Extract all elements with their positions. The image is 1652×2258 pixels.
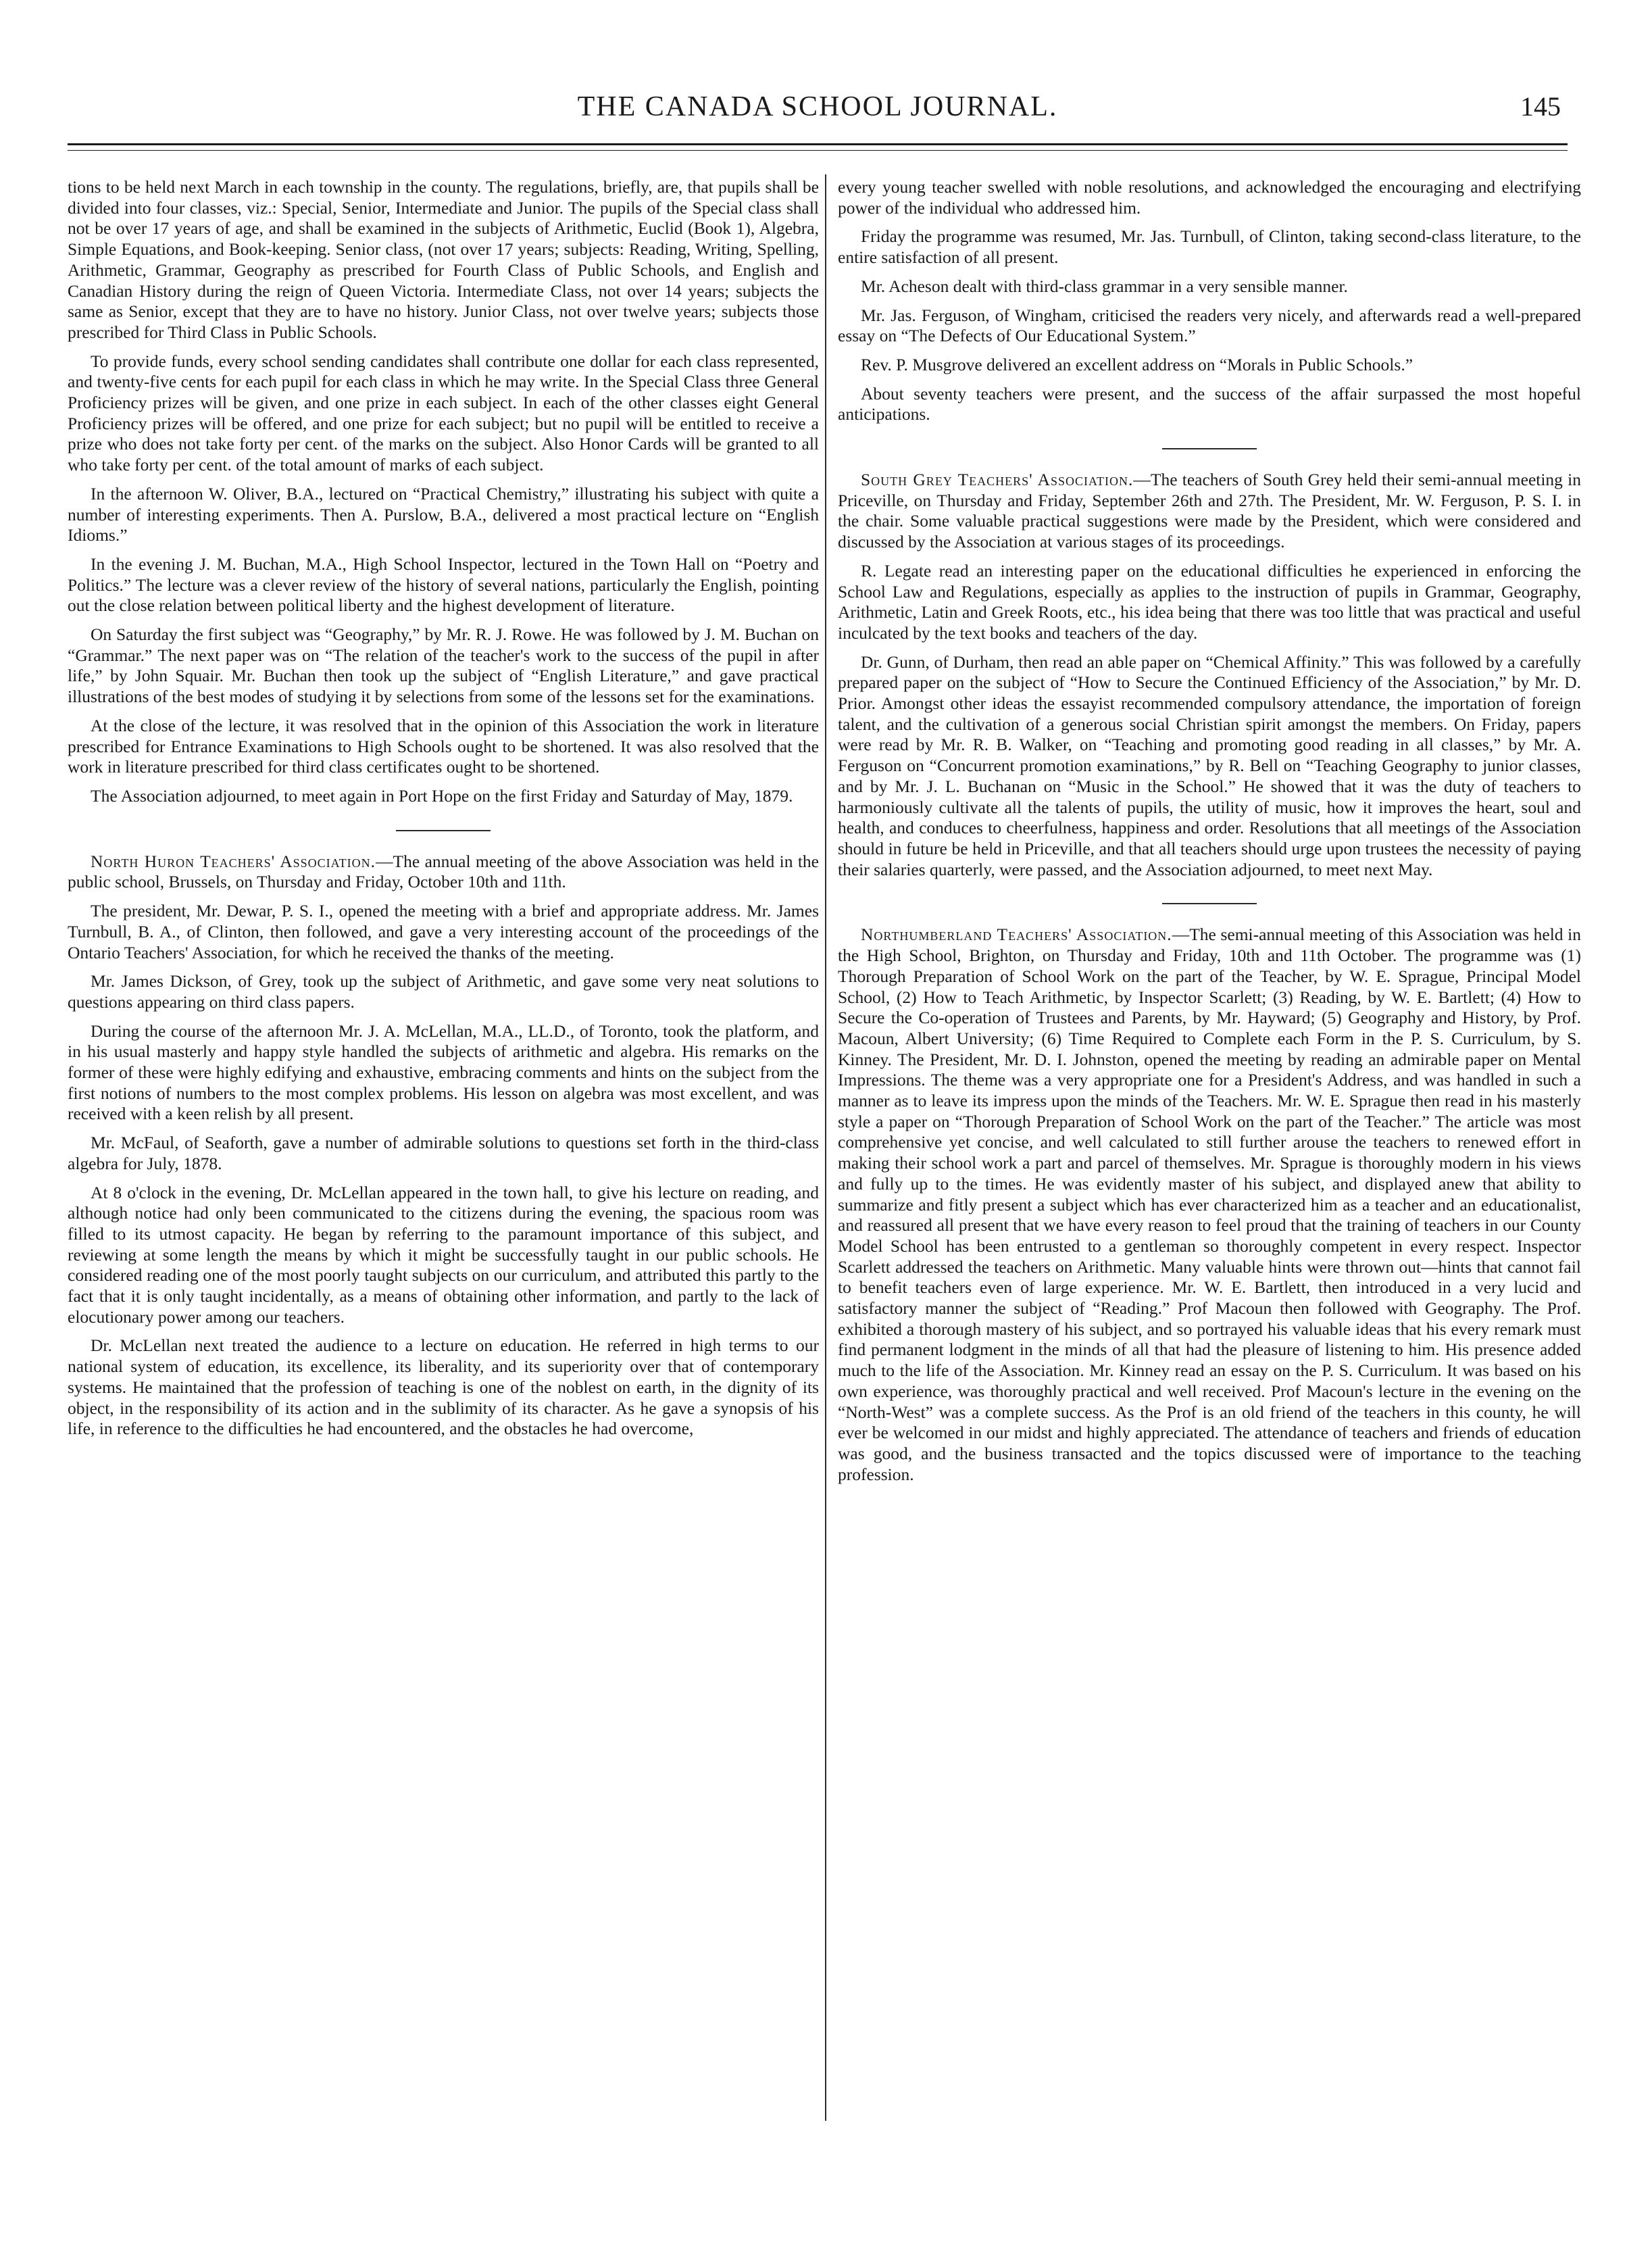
page-number: 145 xyxy=(1520,91,1561,122)
paragraph: Mr. Jas. Ferguson, of Wingham, criticised the readers very nicely, and afterwards read a well-prepared essay on “The Defects of Our Educational System.” xyxy=(838,305,1581,346)
paragraph: In the evening J. M. Buchan, M.A., High School Inspector, lectured in the Town Hall on “Poetry and Politics.” The lecture was a clever review of the history of several nations, particularly the English, pointing out the close relation between political liberty and the highest development of literature. xyxy=(68,554,819,616)
paragraph: In the afternoon W. Oliver, B.A., lectured on “Practical Chemistry,” illustrating his subject with quite a number of interesting experiments. Then A. Purslow, B.A., delivered a most practical lecture on “English Idioms.” xyxy=(68,483,819,545)
running-head xyxy=(68,87,1568,127)
paragraph: To provide funds, every school sending candidates shall contribute one dollar for each class represented, and twenty-five cents for each pupil for each class in which he may write. In the Special Class three General Proficiency prizes will be given, and one prize in each subject. In each of the other classes eight General Proficiency prizes will be offered, and one prize for each subject; but no pupil will be entitled to receive a prize who does not take forty per cent. of the marks on the subject. Also Honor Cards will be granted to all who take forty per cent. of the total amount of marks of each subject. xyxy=(68,351,819,475)
right-column xyxy=(838,177,1581,1493)
article-lead-north-huron xyxy=(68,852,819,893)
journal-title: THE CANADA SCHOOL JOURNAL. xyxy=(577,91,1058,122)
column-divider xyxy=(825,174,826,2121)
article-lead-northumberland xyxy=(838,925,1581,1485)
article-heading-northumberland: Northumberland Teachers' Association. xyxy=(861,925,1172,945)
paragraph: Friday the programme was resumed, Mr. Jas. Turnbull, of Clinton, taking second-class literature, to the entire satisfaction of all present. xyxy=(838,226,1581,268)
paragraph: Dr. Gunn, of Durham, then read an able paper on “Chemical Affinity.” This was followed by a carefully prepared paper on the subject of “How to Secure the Continued Efficiency of the Association,” by Mr. D. Prior. Amongst other ideas the essayist recommended compulsory attendance, the importation of foreign talent, and the cultivation of a generous social Christian spirit amongst the members. On Friday, papers were read by Mr. R. B. Walker, on “Teaching and promoting good reading in all classes,” by Mr. A. Ferguson on “Concurrent promotion examinations,” by R. Bell on “Teaching Geography to junior classes, and by Mr. J. L. Buchanan on “Music in the School.” He showed that it was the duty of teachers to harmoniously cultivate all the talents of pupils, the utility of music, how it improves the heart, soul and health, and conduces to cheerfulness, happiness and order. Resolutions that all meetings of the Association should in future be held in Priceville, and that all teachers should urge upon trustees the necessity of paying their salaries quarterly, were passed, and the Association adjourned, to meet next May. xyxy=(838,652,1581,879)
paragraph: Mr. McFaul, of Seaforth, gave a number of admirable solutions to questions set forth in the third-class algebra for July, 1878. xyxy=(68,1133,819,1173)
paragraph: On Saturday the first subject was “Geography,” by Mr. R. J. Rowe. He was followed by J. M. Buchan on “Grammar.” The next paper was on “The relation of the teacher's work to the success of the pupil in after life,” by John Squair. Mr. Buchan then took up the subject of “English Literature,” and gave practical illustrations of the best modes of studying it by selections from some of the lessons set for the examinations. xyxy=(68,624,819,707)
paragraph: During the course of the afternoon Mr. J. A. McLellan, M.A., LL.D., of Toronto, took the platform, and in his usual masterly and happy style handled the subjects of arithmetic and algebra. His remarks on the former of these were highly edifying and exhaustive, embracing comments and hints on the subject from the first notions of numbers to the most complex problems. His lesson on algebra was most excellent, and was received with a keen relish by all present. xyxy=(68,1021,819,1124)
paragraph: Rev. P. Musgrove delivered an excellent address on “Morals in Public Schools.” xyxy=(861,354,1413,374)
paragraph: The president, Mr. Dewar, P. S. I., opened the meeting with a brief and appropriate address. Mr. James Turnbull, B. A., of Clinton, then followed, and gave a very interesting account of the proceedings of the Ontario Teachers' Association, for which he received the thanks of the meeting. xyxy=(68,901,819,962)
paragraph: tions to be held next March in each township in the county. The regulations, briefly, are, that pupils shall be divided into four classes, viz.: Special, Senior, Intermediate and Junior. The pupils of the Special class shall not be over 17 years of age, and shall be examined in the subjects of Arithmetic, Euclid (Book 1), Algebra, Simple Equations, and Book-keeping. Senior class, (not over 17 years; subjects: Reading, Writing, Spelling, Arithmetic, Grammar, Geography as prescribed for Fourth Class of Public Schools, and English and Canadian History during the reign of Queen Victoria. Intermediate Class, not over 14 years; subjects the same as Senior, except that they are to have no history. Junior Class, not over twelve years; subjects those prescribed for Third Class in Public Schools. xyxy=(68,177,819,342)
paragraph: R. Legate read an interesting paper on the educational difficulties he experienced in enforcing the School Law and Regulations, especially as applies to the instruction of pupils in Grammar, Geography, Arithmetic, Latin and Greek Roots, etc., his idea being that there was too little that was practical and useful inculcated by the text books and teachers of the day. xyxy=(838,560,1581,643)
article-lead-text: —The teachers of South Grey held their semi-annual meeting in Priceville, on Thursday and Friday, September 26th and 27th. The President, Mr. W. Ferguson, P. S. I. in the chair. Some valuable practical suggestions were made by the President, which were considered and discussed by the Association at various stages of its proceedings. xyxy=(838,470,1581,552)
left-column xyxy=(68,177,819,1448)
paragraph: The Association adjourned, to meet again in Port Hope on the first Friday and Saturday of May, 1879. xyxy=(91,785,793,806)
section-separator xyxy=(1162,448,1257,449)
article-lead-south-grey xyxy=(838,470,1581,553)
paragraph: Mr. James Dickson, of Grey, took up the subject of Arithmetic, and gave some very neat solutions to questions appearing on third class papers. xyxy=(68,971,819,1012)
header-rule-thick xyxy=(68,143,1568,145)
article-heading-north-huron: North Huron Teachers' Association. xyxy=(91,851,376,871)
paragraph: Dr. McLellan next treated the audience to a lecture on education. He referred in high terms to our national system of education, its excellence, its liberality, and its superiority over that of contemporary systems. He maintained that the profession of teaching is one of the noblest on earth, in the dignity of its object, in the responsibility of its action and in the sublimity of its character. As he gave a synopsis of his life, in reference to the difficulties he had encountered, and the obstacles he had overcome, xyxy=(68,1335,819,1439)
paragraph: About seventy teachers were present, and the success of the affair surpassed the most hopeful anticipations. xyxy=(838,383,1581,424)
paragraph: At the close of the lecture, it was resolved that in the opinion of this Association the work in literature prescribed for Entrance Examinations to High Schools ought to be shortened. It was also resolved that the work in literature prescribed for third class certificates ought to be shortened. xyxy=(68,715,819,777)
article-lead-text: —The semi-annual meeting of this Association was held in the High School, Brighton, on Thursday and Friday, 10th and 11th October. The programme was (1) Thorough Preparation of School Work on the part of the Teacher, by W. E. Sprague, Principal Model School, (2) How to Teach Arithmetic, by Inspector Scarlett; (3) Reading, by W. E. Bartlett; (4) How to Secure the Co-operation of Trustees and Parents, by Mr. Hayward; (5) Geography and History, by Prof. Macoun, Albert University; (6) Time Required to Complete each Form in the P. S. Curriculum, by S. Kinney. The President, Mr. D. I. Johnston, opened the meeting by reading an admirable paper on Mental Impressions. The theme was a very appropriate one for a President's Address, and was handled in such a manner as to leave its impress upon the minds of the Teachers. Mr. W. E. Sprague then read in his masterly style a paper on “Thorough Preparation of School Work on the part of the Teacher.” The article was most comprehensive yet concise, and well calculated to still further arouse the teachers to renewed effort in making their school work a part and parcel of themselves. Mr. Sprague is thoroughly modern in his views and fully up to the times. He was evidently master of his subject, and displayed anew that ability to summarize and fitly present a subject which has ever characterized him as a teacher and an educationalist, and reassured all present that we have every reason to feel proud that the training of teachers in our County Model School has been entrusted to a gentleman so thoroughly competent in every respect. Inspector Scarlett addressed the teachers on Arithmetic. Many valuable hints were thrown out—hints that cannot fail to benefit teachers even of large experience. Mr. W. E. Bartlett, then introduced in a very lucid and satisfactory manner the subject of “Reading.” Prof Macoun then followed with Geography. The Prof. exhibited a thorough mastery of his subject, and so portrayed his valuable ideas that his every remark must find permanent lodgment in the minds of all that had the pleasure of listening to him. His presence added much to the life of the Association. Mr. Kinney read an essay on the P. S. Curriculum. It was based on his own experience, was thoroughly practical and well received. Prof Macoun's lecture in the evening on the “North-West” was a complete success. As the Prof is an old friend of the teachers in this county, he will ever be welcomed in our midst and highly appreciated. The attendance of teachers and friends of education was good, and the business transacted and the topics discussed were of importance to the teaching profession. xyxy=(838,925,1581,1484)
header-rule-thin xyxy=(68,150,1568,151)
section-separator xyxy=(1162,903,1257,904)
paragraph: At 8 o'clock in the evening, Dr. McLellan appeared in the town hall, to give his lecture on reading, and although notice had only been communicated to the citizens during the evening, the spacious room was filled to its utmost capacity. He began by referring to the paramount importance of this subject, and reviewing at some length the means by which it might be successfully taught in our public schools. He considered reading one of the most poorly taught subjects on our curriculum, and attributed this partly to the fact that it is only taught incidentally, as a means of obtaining other information, and partly to the lack of elocutionary power among our teachers. xyxy=(68,1182,819,1327)
article-heading-south-grey: South Grey Teachers' Association. xyxy=(861,470,1134,490)
section-separator xyxy=(396,830,491,831)
paragraph: Mr. Acheson dealt with third-class grammar in a very sensible manner. xyxy=(861,276,1348,296)
paragraph: every young teacher swelled with noble resolutions, and acknowledged the encouraging and electrifying power of the individual who addressed him. xyxy=(838,177,1581,218)
article-lead-text: —The annual meeting of the above Association was held in the public school, Brussels, on Thursday and Friday, October 10th and 11th. xyxy=(68,851,819,892)
